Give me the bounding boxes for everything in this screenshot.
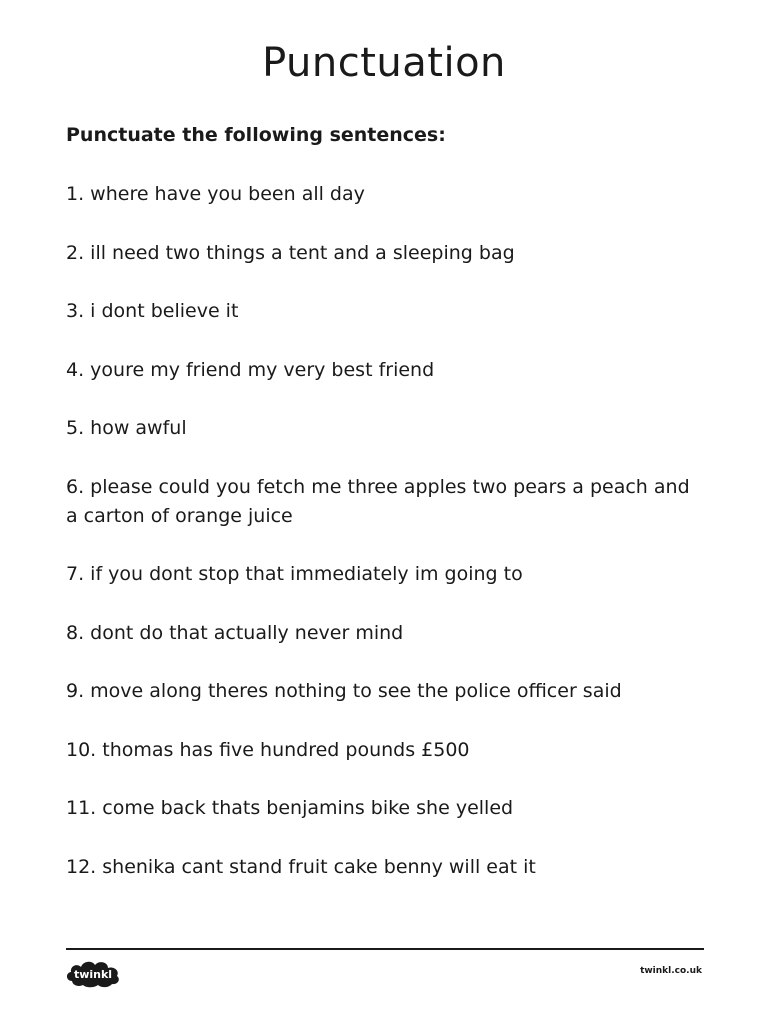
list-item: 4. youre my friend my very best friend	[66, 358, 435, 381]
logo-text: twinkl	[73, 968, 113, 981]
list-item: 9. move along theres nothing to see the police officer said	[66, 680, 622, 702]
list-item: 1. where have you been all day	[66, 183, 365, 205]
list-item: 5. how awful	[66, 417, 187, 439]
list-item: 12. shenika cant stand fruit cake benny will eat it	[66, 855, 536, 878]
list-item: 2. ill need two things a tent and a sleeping bag	[66, 241, 515, 264]
footer-url: twinkl.co.uk	[640, 966, 702, 976]
instruction-text: Punctuate the following sentences:	[66, 124, 446, 146]
list-item: 8. dont do that actually never mind	[66, 621, 404, 644]
page-title: Punctuation	[262, 40, 506, 86]
sentence-list	[66, 180, 706, 911]
list-item: 7. if you dont stop that immediately im going to	[66, 563, 523, 585]
list-item: 6. please could you fetch me three apples two pears a peach and a carton of orange juice	[66, 475, 690, 527]
footer-divider	[66, 948, 704, 950]
twinkl-logo-icon	[64, 957, 122, 989]
list-item: 11. come back thats benjamins bike she yelled	[66, 797, 514, 819]
list-item: 3. i dont believe it	[66, 300, 239, 322]
list-item: 10. thomas has five hundred pounds £500	[66, 738, 470, 761]
